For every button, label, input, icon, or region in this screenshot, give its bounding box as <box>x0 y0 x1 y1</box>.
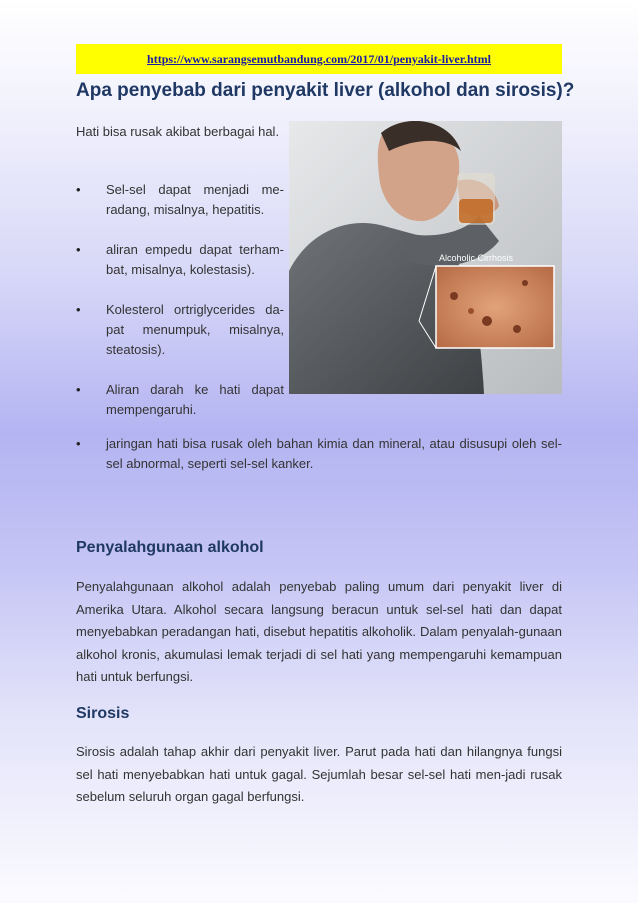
bullet-icon: • <box>76 242 81 257</box>
inset-label: Alcoholic Cirrhosis <box>439 253 514 263</box>
list-item-text: jaringan hati bisa rusak oleh bahan kimia dan mineral, atau disusupi oleh sel-sel abnormal, seperti sel-sel kanker. <box>106 436 562 471</box>
list-item-text: Aliran darah ke hati dapat mempengaruhi. <box>106 382 284 417</box>
article-photo <box>289 121 562 394</box>
section-body-alcohol: Penyalahgunaan alkohol adalah penyebab paling umum dari penyakit liver di Amerika Utara. Alkohol secara langsung beracun untuk sel-sel hati dan dapat menyebabkan peradangan hati, disebut hepatitis alkoholik. Dalam penyalah-gunaan alkohol kronis, akumulasi lemak terjadi di sel hati yang mempengaruhi kemampuan hati untuk berfungsi. <box>76 579 562 684</box>
list-item-text: Sel-sel dapat menjadi me-radang, misalnya, hepatitis. <box>106 182 284 217</box>
list-item <box>76 180 284 220</box>
list-item <box>76 380 284 420</box>
page-title: Apa penyebab dari penyakit liver (alkohol dan sirosis)? <box>76 80 575 101</box>
source-url-link[interactable]: https://www.sarangsemutbandung.com/2017/01/penyakit-liver.html <box>147 51 491 66</box>
source-url-banner <box>76 44 562 74</box>
bullet-icon: • <box>76 436 81 451</box>
bullet-list-narrow <box>76 180 284 420</box>
intro-text: Hati bisa rusak akibat berbagai hal. <box>76 124 280 139</box>
list-item <box>76 300 284 360</box>
list-item <box>76 434 562 474</box>
list-item <box>76 240 284 280</box>
man-drinking-illustration <box>289 121 562 394</box>
section-heading-cirrhosis: Sirosis <box>76 705 130 722</box>
list-item-text: Kolesterol ortriglycerides da-pat menumpuk, misalnya, steatosis). <box>106 302 284 357</box>
bullet-icon: • <box>76 182 81 197</box>
list-item-text: aliran empedu dapat terham-bat, misalnya, kolestasis). <box>106 242 284 277</box>
bullet-icon: • <box>76 302 81 317</box>
bullet-icon: • <box>76 382 81 397</box>
section-body-cirrhosis: Sirosis adalah tahap akhir dari penyakit liver. Parut pada hati dan hilangnya fungsi sel hati menyebabkan hati untuk gagal. Sejumlah besar sel-sel hati men-jadi rusak sebelum seluruh organ gagal berfungsi. <box>76 744 562 804</box>
bullet-list-wide <box>76 434 562 474</box>
section-heading-alcohol: Penyalahgunaan alkohol <box>76 539 264 556</box>
